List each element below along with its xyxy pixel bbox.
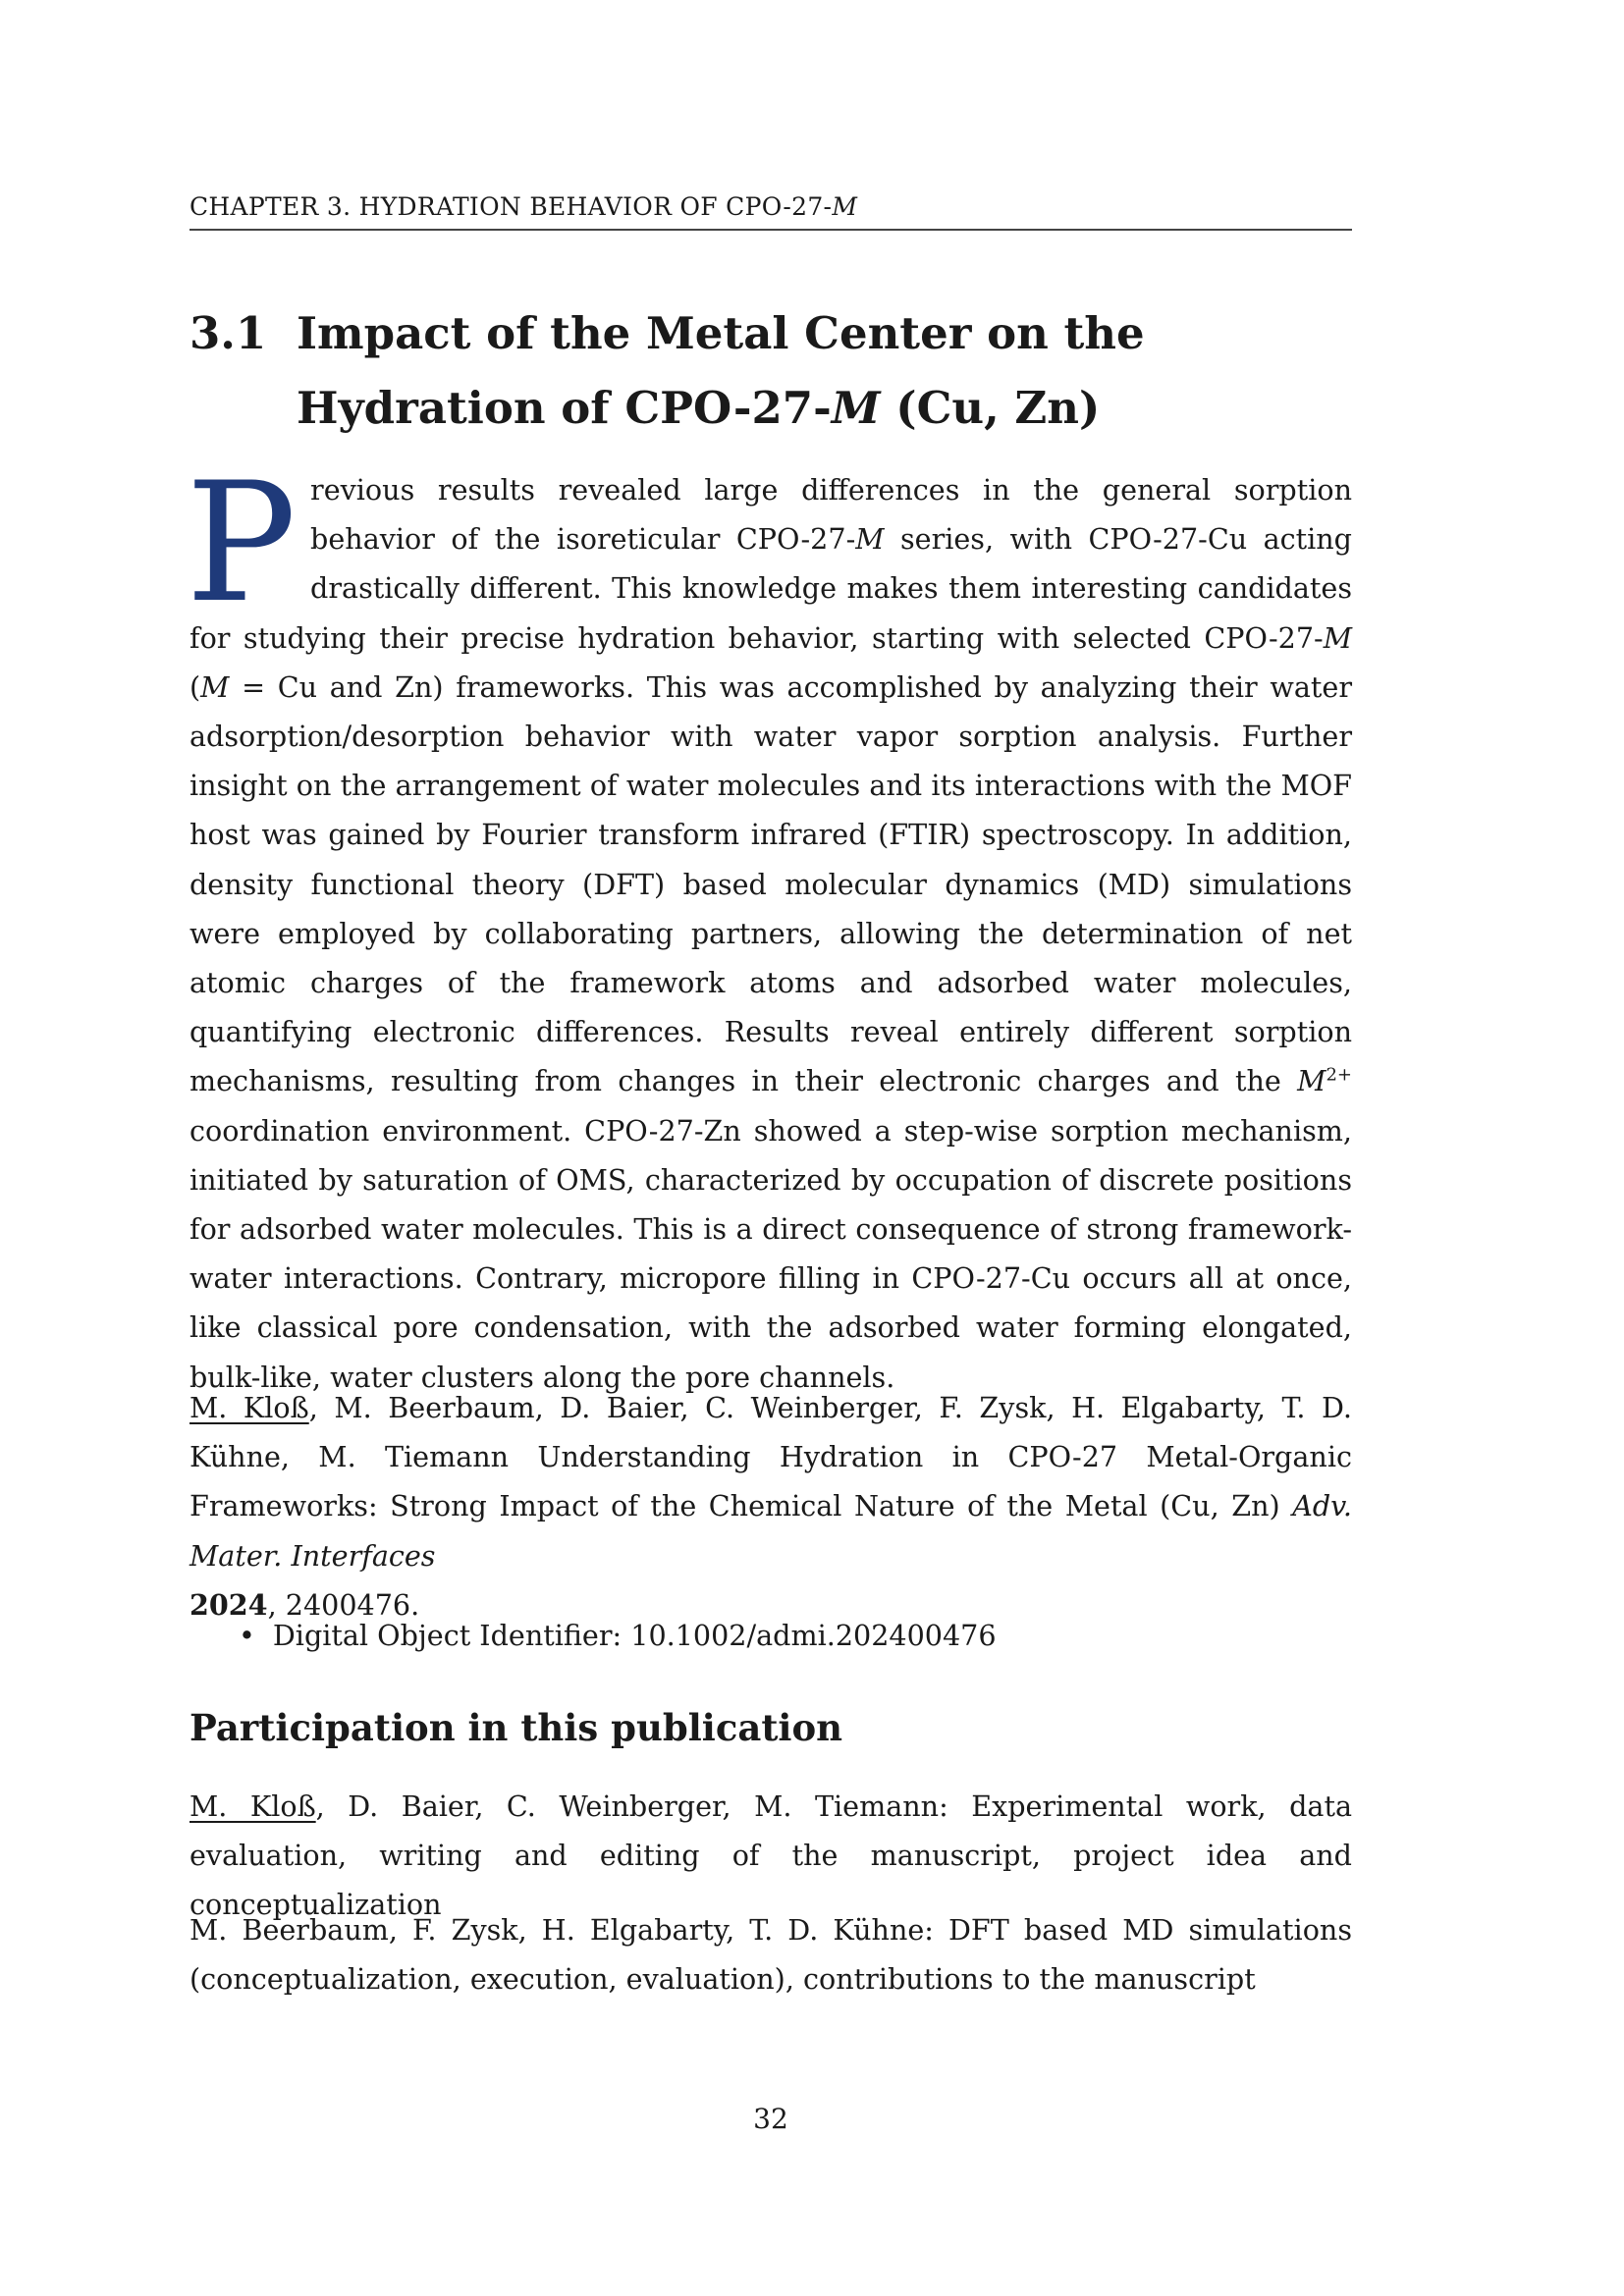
section-title — [189, 296, 1352, 446]
page-number: 32 — [753, 2103, 788, 2135]
section-title-text: Impact of the Metal Center on the Hydration of CPO-27-M (Cu, Zn) — [297, 307, 1145, 434]
citation-paragraph: M. Kloß, M. Beerbaum, D. Baier, C. Weinberger, F. Zysk, H. Elgabarty, T. D. Kühne, M. Tiemann Understanding Hydration in CPO-27 Metal-Organic Frameworks: Strong Impact of the Chemical Nature of the Metal (Cu, Zn) Adv. Mater. Interfaces 2024, 2400476. — [189, 1391, 1352, 1622]
participation-paragraph-1: M. Kloß, D. Baier, C. Weinberger, M. Tiemann: Experimental work, data evaluation, writing and editing of the manuscript, project idea and conceptualization — [189, 1789, 1352, 1922]
citation-year: 2024 — [189, 1587, 268, 1622]
running-head-italic: M — [832, 192, 858, 221]
citation-journal: Adv. Mater. Interfaces — [189, 1489, 1352, 1573]
participation-first-author: M. Kloß — [189, 1789, 316, 1823]
participation-heading: Participation in this publication — [189, 1706, 843, 1749]
bullet-icon: • — [239, 1619, 255, 1652]
section-number: 3.1 — [189, 307, 267, 359]
doi-list-item — [239, 1616, 997, 1655]
citation-first-author: M. Kloß — [189, 1391, 309, 1424]
running-head-text: CHAPTER 3. HYDRATION BEHAVIOR OF CPO-27- — [189, 192, 833, 221]
abstract-paragraph: Previous results revealed large differences in the general sorption behavior of the isoreticular CPO-27-M series, with CPO-27-Cu acting drastically different. This knowledge makes them interesting candidates for studying their precise hydration behavior, starting with selected CPO-27-M (M = Cu and Zn) frameworks. This was accomplished by analyzing their water adsorption/desorption behavior with water vapor sorption analysis. Further insight on the arrangement of water molecules and its interactions with the MOF host was gained by Fourier transform infrared (FTIR) spectroscopy. In addition, density functional theory (DFT) based molecular dynamics (MD) simulations were employed by collaborating partners, allowing the determination of net atomic charges of the framework atoms and adsorbed water molecules, quantifying electronic differences. Results reveal entirely different sorption mechanisms, resulting from changes in their electronic charges and the $M^{2+}$ coordination environment. CPO-27-Zn showed a step-wise sorption mechanism, initiated by saturation of OMS, characterized by occupation of discrete positions for adsorbed water molecules. This is a direct consequence of strong framework-water interactions. Contrary, micropore filling in CPO-27-Cu occurs all at once, like classical pore condensation, with the adsorbed water forming elongated, bulk-like, water clusters along the pore channels. — [186, 447, 1352, 1394]
participation-paragraph-2: M. Beerbaum, F. Zysk, H. Elgabarty, T. D. Kühne: DFT based MD simulations (conceptualization, execution, evaluation), contributions to the manuscript — [189, 1913, 1352, 1997]
drop-cap: P — [186, 447, 298, 639]
running-head — [189, 192, 1352, 231]
doi-text[interactable]: Digital Object Identifier: 10.1002/admi.202400476 — [272, 1619, 997, 1652]
